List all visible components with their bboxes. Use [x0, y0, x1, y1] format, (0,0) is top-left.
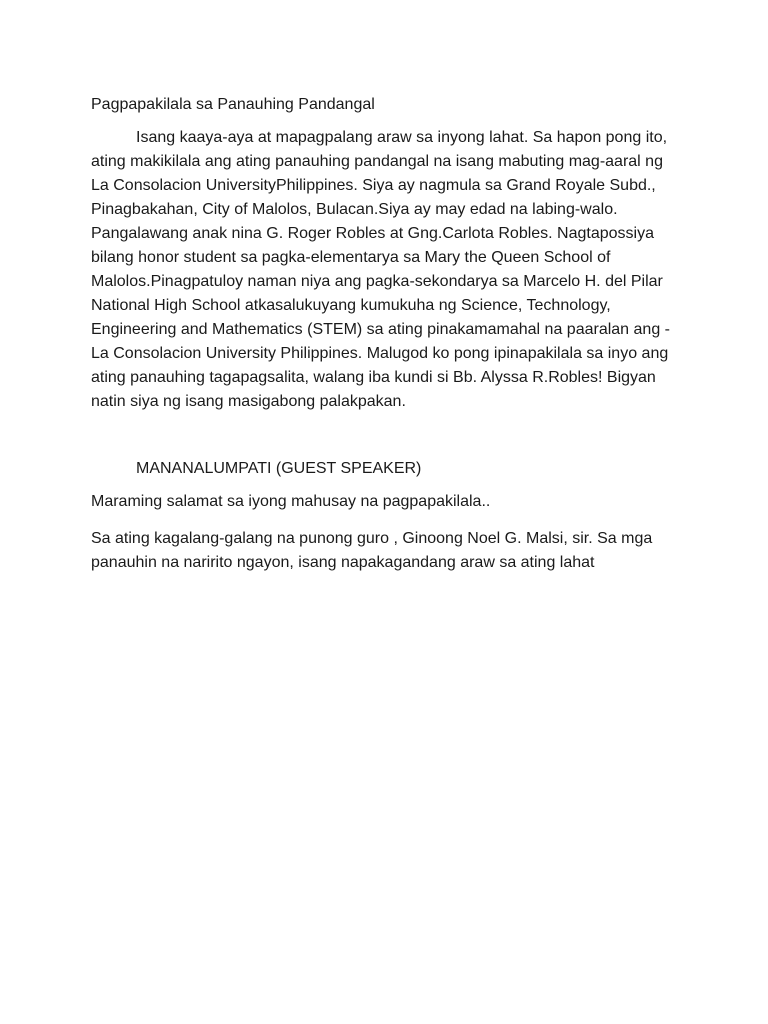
thanks-paragraph	[91, 490, 691, 514]
document-title	[91, 93, 691, 117]
paragraph-line: Pinagbakahan, City of Malolos, Bulacan.Siya ay may edad na labing-walo.	[91, 201, 618, 218]
title-text: Pagpapakilala sa Panauhing Pandangal	[91, 96, 375, 113]
paragraph-line: National High School atkasalukuyang kumukuha ng Science, Technology,	[91, 297, 611, 314]
paragraph-line: ating panauhing tagapagsalita, walang iba kundi si Bb. Alyssa R.Robles! Bigyan	[91, 369, 656, 386]
paragraph-line: bilang honor student sa pagka-elementarya sa Mary the Queen School of	[91, 249, 611, 266]
paragraph-line: La Consolacion UniversityPhilippines. Siya ay nagmula sa Grand Royale Subd.,	[91, 177, 656, 194]
greeting-paragraph	[91, 527, 691, 575]
speaker-heading-text: MANANALUMPATI (GUEST SPEAKER)	[136, 460, 422, 477]
introduction-paragraph	[91, 126, 691, 414]
paragraph-line: Malolos.Pinagpatuloy naman niya ang pagka-sekondarya sa Marcelo H. del Pilar	[91, 273, 663, 290]
paragraph-line: Engineering and Mathematics (STEM) sa ating pinakamamahal na paaralan ang -	[91, 321, 670, 338]
paragraph-line: panauhin na naririto ngayon, isang napakagandang araw sa ating lahat	[91, 554, 595, 571]
paragraph-line: Maraming salamat sa iyong mahusay na pagpapakilala..	[91, 493, 491, 510]
paragraph-line: Isang kaaya-aya at mapagpalang araw sa inyong lahat. Sa hapon pong ito,	[136, 129, 668, 146]
paragraph-line: La Consolacion University Philippines. Malugod ko pong ipinapakilala sa inyo ang	[91, 345, 669, 362]
speaker-heading	[136, 457, 736, 481]
paragraph-line: natin siya ng isang masigabong palakpakan.	[91, 393, 406, 410]
paragraph-line: Sa ating kagalang-galang na punong guro , Ginoong Noel G. Malsi, sir. Sa mga	[91, 530, 653, 547]
paragraph-line: ating makikilala ang ating panauhing pandangal na isang mabuting mag-aaral ng	[91, 153, 663, 170]
paragraph-line: Pangalawang anak nina G. Roger Robles at Gng.Carlota Robles. Nagtapossiya	[91, 225, 654, 242]
